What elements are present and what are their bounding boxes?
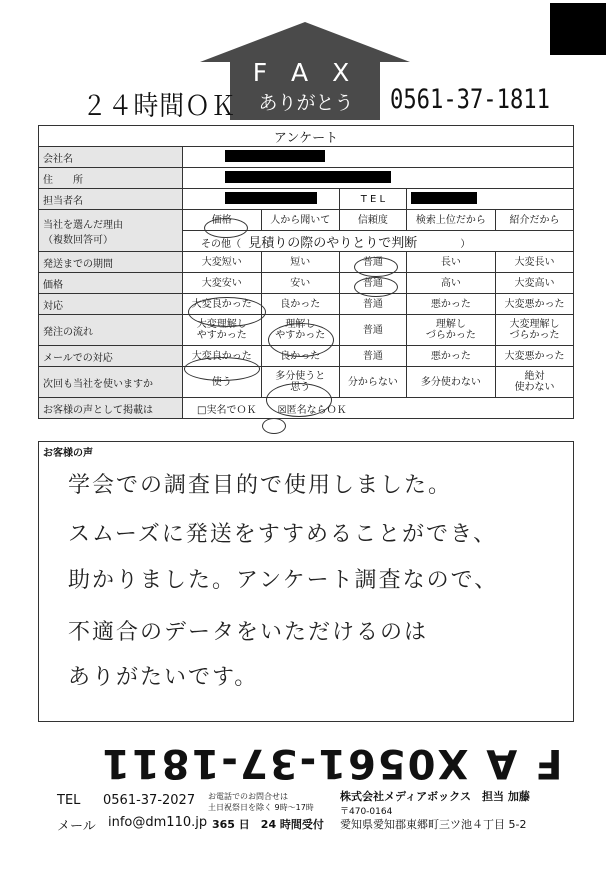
fax-number: 0561-37-1811 <box>390 84 550 115</box>
address-redaction <box>225 171 391 183</box>
response-label: 対応 <box>39 294 183 315</box>
reason-label-text: 当社を選んだ理由 <box>43 219 123 231</box>
flow-opt: 大変理解し づらかった <box>496 315 574 346</box>
circle-mark <box>184 357 260 381</box>
response-opt: 大変良かった <box>183 294 262 315</box>
footer-mail-label: メール <box>57 819 96 834</box>
mail-label: メールでの対応 <box>39 346 183 367</box>
flow-opt: 理解し づらかった <box>406 315 495 346</box>
footer-tel-label: TEL <box>57 793 81 808</box>
address-value <box>183 168 574 189</box>
person-redaction <box>225 192 317 204</box>
reason-label <box>39 210 183 252</box>
circle-mark <box>266 383 332 417</box>
price-opt: 高い <box>406 273 495 294</box>
response-opt: 大変悪かった <box>496 294 574 315</box>
response-opt: 悪かった <box>406 294 495 315</box>
tel-redaction <box>411 192 477 204</box>
fax-label: F A X <box>252 58 358 87</box>
voice-line: 不適合のデータをいただけるのは <box>68 620 429 645</box>
tel-value <box>406 189 573 210</box>
open-24h-label: ２４時間ＯＫ <box>82 91 237 122</box>
company-redaction <box>225 150 325 162</box>
mail-opt: 大変良かった <box>183 346 262 367</box>
next-opt: 使う <box>183 367 262 398</box>
mail-opt: 大変悪かった <box>496 346 574 367</box>
footer-tel-note2: 土日祝祭日を除く 9時～17時 <box>208 803 314 812</box>
tel-label: T E L <box>340 189 407 210</box>
next-opt: 多分使うと 思う <box>261 367 340 398</box>
reason-opt: 価格 <box>183 210 262 231</box>
shipping-label: 発送までの期間 <box>39 252 183 273</box>
mail-opt: 普通 <box>340 346 407 367</box>
circle-mark <box>262 418 286 434</box>
voice-line: スムーズに発送をすすめることができ、 <box>68 522 498 547</box>
other-handwritten: 見積りの際のやりとりで判断 <box>248 235 418 251</box>
person-label: 担当者名 <box>39 189 183 210</box>
company-label: 会社名 <box>39 147 183 168</box>
company-value <box>183 147 574 168</box>
price-opt: 大変安い <box>183 273 262 294</box>
publish-label: お客様の声として掲載は <box>39 398 183 419</box>
shipping-opt: 大変長い <box>496 252 574 273</box>
reason-opt: 検索上位だから <box>406 210 495 231</box>
next-opt: 絶対 使わない <box>496 367 574 398</box>
response-opt: 普通 <box>340 294 407 315</box>
big-fax-number: F A X0561-37-1811 <box>100 740 563 786</box>
publish-opts <box>183 398 574 419</box>
footer-mail: info@dm110.jp <box>108 815 208 830</box>
shipping-opt: 短い <box>261 252 340 273</box>
price-label: 価格 <box>39 273 183 294</box>
reason-note: （複数回答可） <box>43 234 113 246</box>
voice-line: 学会での調査目的で使用しました。 <box>68 473 453 498</box>
flow-opt: 普通 <box>340 315 407 346</box>
thanks-label: ありがとう <box>258 92 354 114</box>
next-opt: 多分使わない <box>406 367 495 398</box>
shipping-opt: 普通 <box>340 252 407 273</box>
other-close: ） <box>460 238 471 250</box>
footer-address: 愛知県愛知郡東郷町三ツ池４丁目 5-2 <box>340 818 527 831</box>
publish-real-name: □実名でＯＫ <box>197 404 257 416</box>
reason-opt: 信頼度 <box>340 210 407 231</box>
checked-box-icon: ☒ <box>277 404 287 416</box>
response-opt: 良かった <box>261 294 340 315</box>
mail-opt: 良かった <box>261 346 340 367</box>
flow-opt: 大変理解し やすかった <box>183 315 262 346</box>
circle-mark <box>188 297 266 327</box>
voice-label: お客様の声 <box>43 448 93 459</box>
reason-opt: 紹介だから <box>496 210 574 231</box>
address-label: 住 所 <box>39 168 183 189</box>
survey-table <box>38 125 574 419</box>
flow-opt: 理解し やすかった <box>261 315 340 346</box>
reason-opt: 人から聞いて <box>261 210 340 231</box>
publish-anon-text: 匿名ならＯＫ <box>286 404 347 416</box>
circle-mark <box>354 257 398 277</box>
mail-opt: 悪かった <box>406 346 495 367</box>
circle-mark <box>354 277 398 297</box>
shipping-opt: 大変短い <box>183 252 262 273</box>
next-opt: 分からない <box>340 367 407 398</box>
price-opt: 大変高い <box>496 273 574 294</box>
footer-tel-note1: お電話でのお問合せは <box>208 792 288 801</box>
footer-tel: 0561-37-2027 <box>103 793 196 808</box>
shipping-opt: 長い <box>406 252 495 273</box>
price-opt: 安い <box>261 273 340 294</box>
voice-line: ありがたいです。 <box>68 665 259 690</box>
footer-zip: 〒470-0164 <box>340 807 393 817</box>
flow-label: 発注の流れ <box>39 315 183 346</box>
next-label: 次回も当社を使いますか <box>39 367 183 398</box>
footer-company: 株式会社メディアボックス 担当 加藤 <box>340 790 530 803</box>
person-value <box>183 189 340 210</box>
circle-mark <box>268 323 334 357</box>
form-title: アンケート <box>39 126 574 147</box>
voice-line: 助かりました。アンケート調査なので、 <box>68 568 499 593</box>
circle-mark <box>204 218 248 238</box>
footer-mail-note: 365 日 24 時間受付 <box>212 818 324 831</box>
other-label: その他（ <box>201 238 241 250</box>
price-opt: 普通 <box>340 273 407 294</box>
